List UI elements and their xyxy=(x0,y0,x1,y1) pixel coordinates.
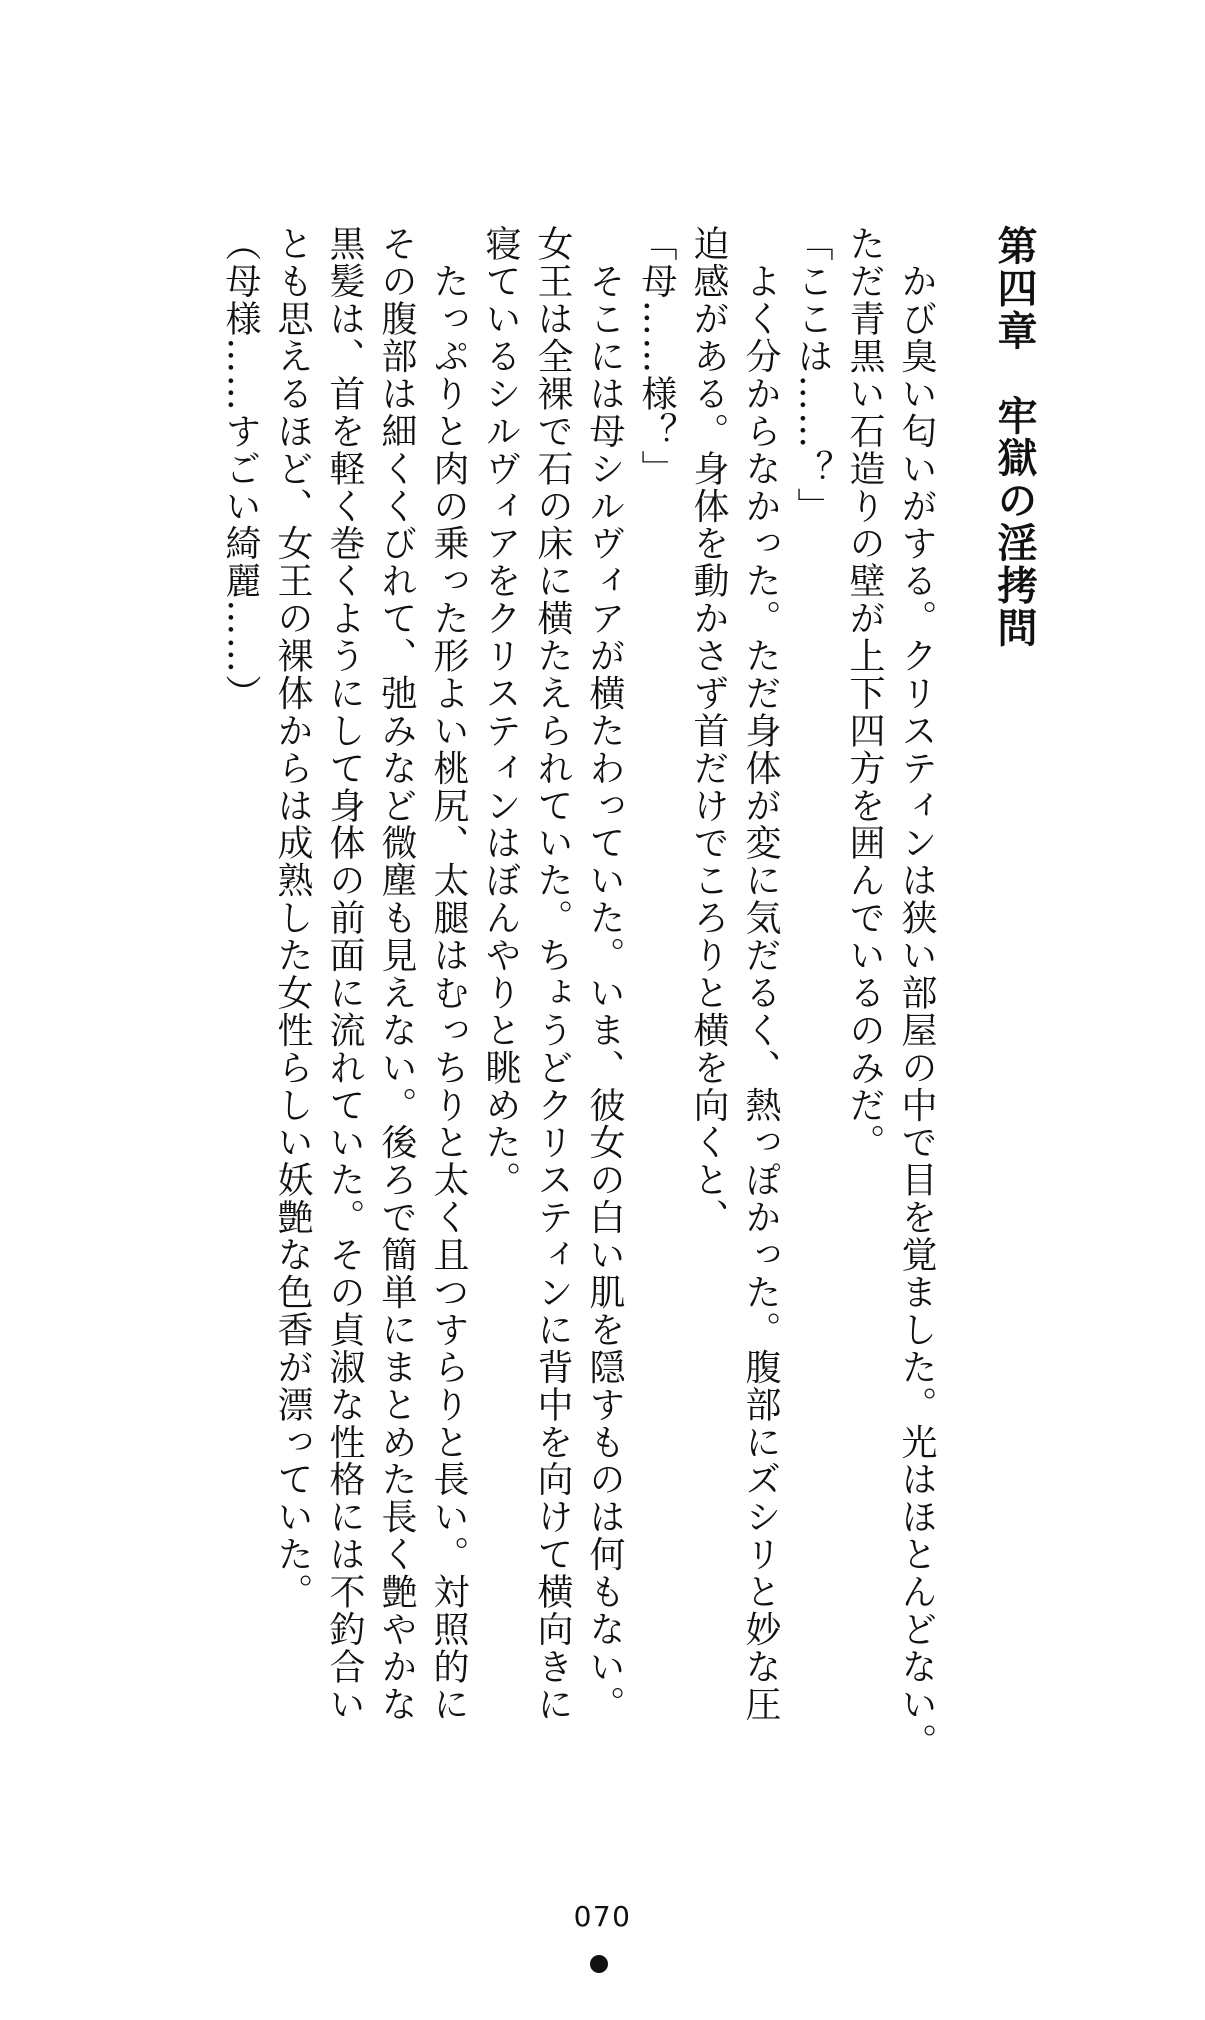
vertical-text-block xyxy=(214,225,1040,1761)
text-line: 「母……様？」 xyxy=(636,225,677,488)
text-line: よく分からなかった。ただ身体が変に気だるく、熱っぽかった。腹部にズシリと妙な圧 xyxy=(740,225,781,1723)
page-number: 070 xyxy=(573,1900,632,1933)
text-line: かび臭い匂いがする。クリスティンは狭い部屋の中で目を覚ました。光はほとんどない。 xyxy=(896,225,937,1761)
text-line: 「ここは……？」 xyxy=(792,225,833,525)
text-line: 寝ているシルヴィアをクリスティンはぼんやりと眺めた。 xyxy=(480,225,521,1199)
text-line: 女王は全裸で石の床に横たえられていた。ちょうどクリスティンに背中を向けて横向きに xyxy=(532,225,573,1723)
text-line: （母様……すごい綺麗……） xyxy=(220,225,261,712)
chapter-title: 第四章 牢獄の淫拷問 xyxy=(991,225,1038,649)
text-line: 迫感がある。身体を動かさず首だけでころりと横を向くと、 xyxy=(688,225,729,1236)
text-line: そこには母シルヴィアが横たわっていた。いま、彼女の白い肌を隠すものは何もない。 xyxy=(584,225,625,1723)
text-line: その腹部は細くくびれて、弛みなど微塵も見えない。後ろで簡単にまとめた長く艶やかな xyxy=(376,225,417,1723)
text-line: たっぷりと肉の乗った形よい桃尻、太腿はむっちりと太く且つすらりと長い。対照的に xyxy=(428,225,469,1723)
text-line: ただ青黒い石造りの壁が上下四方を囲んでいるのみだ。 xyxy=(844,225,885,1161)
text-line: 黒髪は、首を軽く巻くようにして身体の前面に流れていた。その貞淑な性格には不釣合い xyxy=(324,225,365,1723)
text-line: とも思えるほど、女王の裸体からは成熟した女性らしい妖艶な色香が漂っていた。 xyxy=(272,225,313,1611)
page-marker-dot xyxy=(590,1955,608,1973)
